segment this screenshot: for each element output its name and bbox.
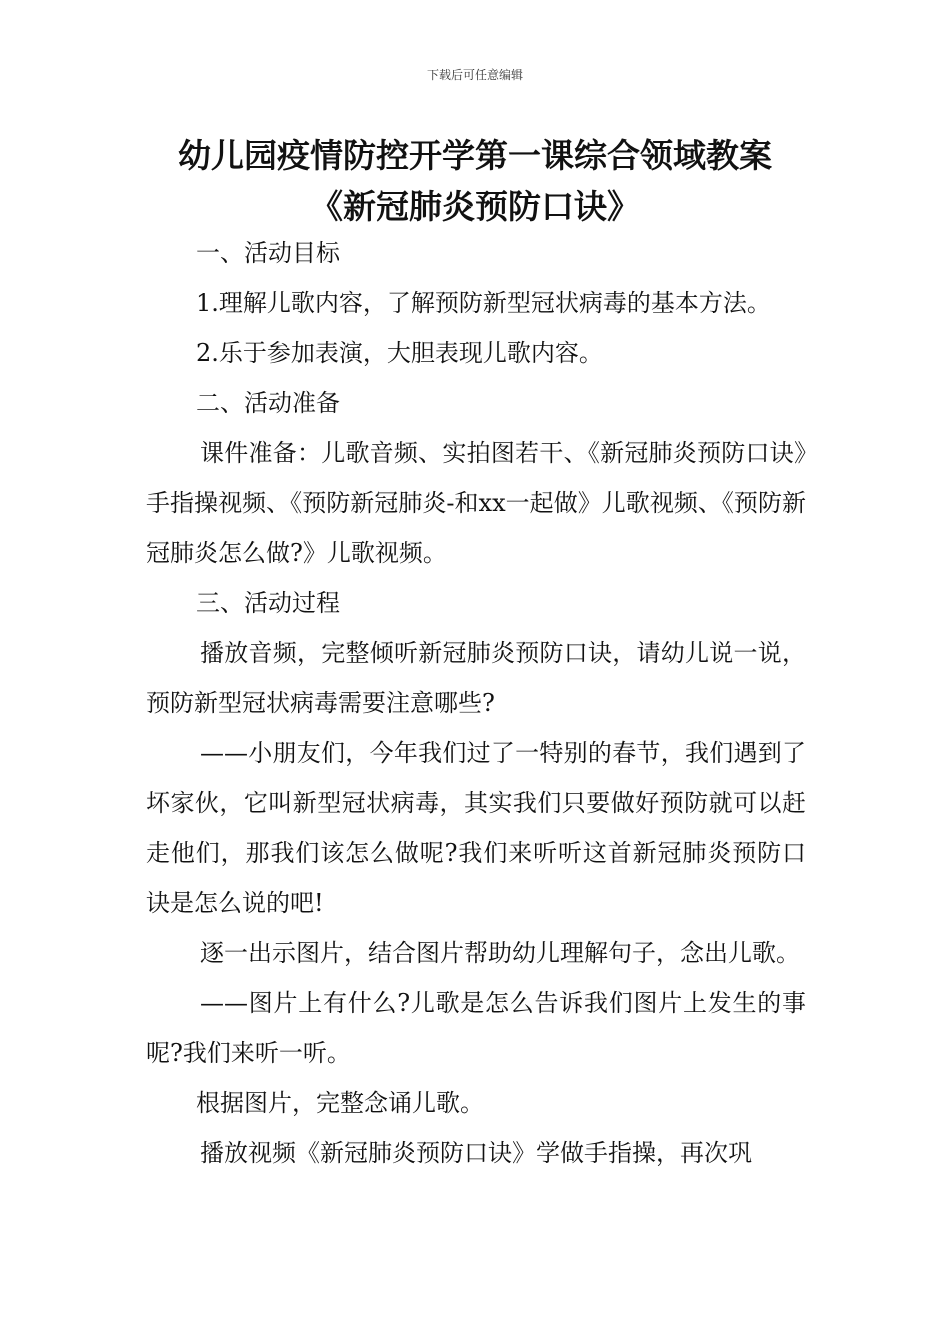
process-paragraph-4: ——图片上有什么?儿歌是怎么告诉我们图片上发生的事呢?我们来听一听。 (146, 989, 806, 1067)
section-heading-process: 三、活动过程 (196, 589, 340, 617)
section-heading-preparation: 二、活动准备 (196, 389, 340, 417)
process-paragraph-2: ——小朋友们，今年我们过了一特别的春节，我们遇到了坏家伙，它叫新型冠状病毒，其实我们只要做好预防就可以赶走他们，那我们该怎么做呢?我们来听听这首新冠肺炎预防口诀是怎么说的吧! (146, 739, 806, 917)
preparation-paragraph: 课件准备：儿歌音频、实拍图若干、《新冠肺炎预防口诀》手指操视频、《预防新冠肺炎-和xx一起做》儿歌视频、《预防新冠肺炎怎么做?》儿歌视频。 (146, 439, 806, 567)
header-note: 下载后可任意编辑 (426, 68, 523, 82)
document-body (146, 228, 806, 1178)
goal-item-1: 1.理解儿歌内容，了解预防新型冠状病毒的基本方法。 (196, 289, 771, 317)
document-title-line-1: 幼儿园疫情防控开学第一课综合领域教案 (178, 136, 772, 175)
process-paragraph-5: 根据图片，完整念诵儿歌。 (196, 1089, 484, 1117)
process-paragraph-1: 播放音频，完整倾听新冠肺炎预防口诀，请幼儿说一说，预防新型冠状病毒需要注意哪些? (146, 639, 806, 717)
goal-item-2: 2.乐于参加表演，大胆表现儿歌内容。 (196, 339, 603, 367)
section-heading-goals: 一、活动目标 (196, 239, 340, 267)
process-paragraph-6: 播放视频《新冠肺炎预防口诀》学做手指操，再次巩 (200, 1139, 752, 1167)
process-paragraph-3: 逐一出示图片，结合图片帮助幼儿理解句子，念出儿歌。 (200, 939, 800, 967)
document-title-line-2: 《新冠肺炎预防口诀》 (310, 187, 640, 226)
